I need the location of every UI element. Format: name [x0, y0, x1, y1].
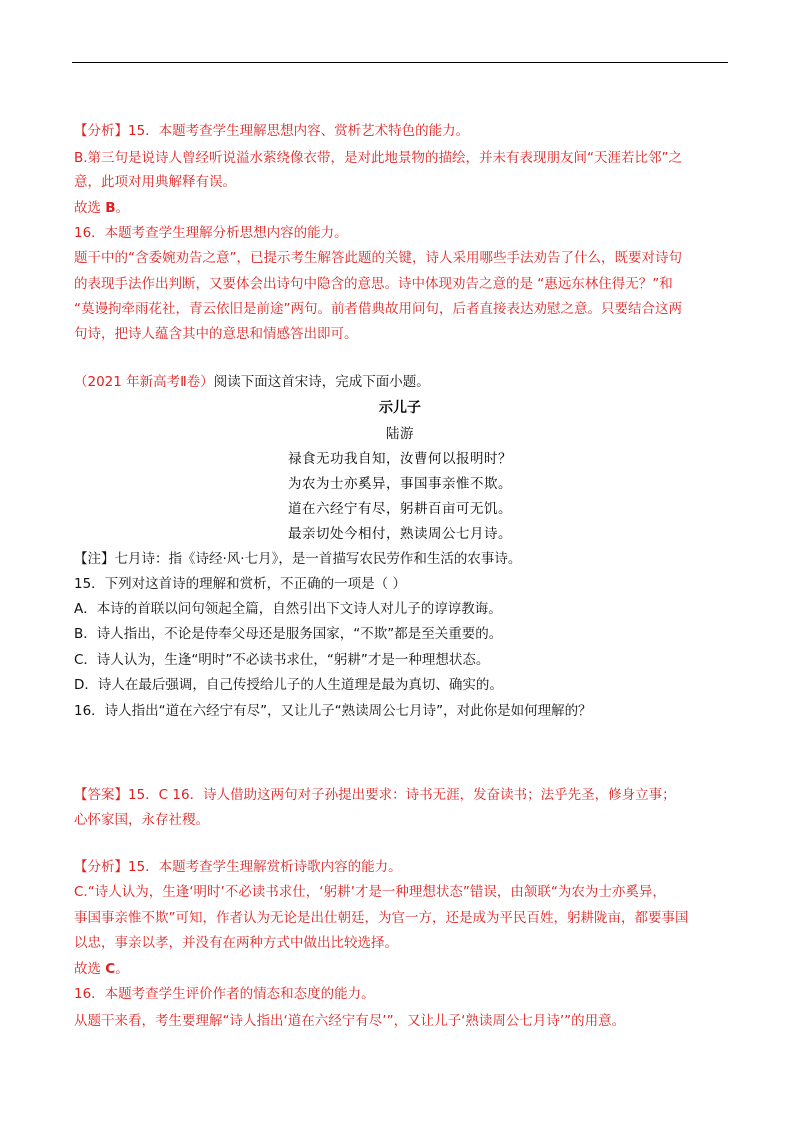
analysis-2-line-4: 以忠，事亲以孝，并没有在两种方式中做出比较选择。 — [74, 935, 398, 951]
poem-line-3: 道在六经宁有尽，躬耕百亩可无饥。 — [288, 501, 512, 517]
answer-line-2: 心怀家国，永存社稷。 — [74, 812, 209, 828]
option-c: C．诗人认为，生逢“明时”不必读书求仕，“躬耕”才是一种理想状态。 — [74, 652, 490, 668]
analysis-2-line-2: C.“诗人认为，生逢‘明时’不必读书求仕，‘躬耕’才是一种理想状态”错误，由颔联“为农为士亦奚异， — [74, 884, 666, 900]
header-rule — [72, 62, 728, 63]
option-a: A．本诗的首联以问句领起全篇，自然引出下文诗人对儿子的谆谆教诲。 — [74, 601, 502, 617]
question-intro — [74, 373, 430, 391]
option-d: D．诗人在最后强调，自己传授给儿子的人生道理是最为真切、确实的。 — [74, 677, 503, 693]
question-16: 16．诗人指出“道在六经宁有尽”，又让儿子“熟读周公七月诗”，对此你是如何理解的？ — [74, 703, 592, 719]
question-source: （2021 年新高考Ⅱ卷） — [74, 374, 214, 390]
analysis-2-line-5 — [74, 960, 129, 978]
choice-letter: B — [105, 200, 116, 216]
poem-title: 示儿子 — [379, 400, 421, 416]
analysis-2-line-6: 16．本题考查学生评价作者的情态和态度的能力。 — [74, 986, 375, 1002]
choice-suffix: 。 — [115, 200, 130, 216]
question-15: 15．下列对这首诗的理解和赏析，不正确的一项是（ ） — [74, 576, 406, 592]
analysis-2-line-1: 【分析】15．本题考查学生理解赏析诗歌内容的能力。 — [74, 859, 402, 875]
option-b: B．诗人指出，不论是侍奉父母还是服务国家，“不欺”都是至关重要的。 — [74, 626, 503, 642]
analysis-1-line-7: 的表现手法作出判断，又要体会出诗句中隐含的意思。诗中体现劝告之意的是 “惠远东林住得无？”和 — [74, 276, 673, 292]
poem-line-4: 最亲切处今相付，熟读周公七月诗。 — [288, 526, 512, 542]
analysis-1-line-4 — [74, 199, 129, 217]
analysis-1-line-3: 意，此项对用典解释有误。 — [74, 174, 236, 190]
question-intro-text: 阅读下面这首宋诗，完成下面小题。 — [213, 374, 430, 390]
analysis-2-line-7: 从题干来看，考生要理解“诗人指出‘道在六经宁有尽’”，又让儿子‘熟读周公七月诗’”的用意。 — [74, 1013, 626, 1029]
analysis-1-line-5: 16．本题考查学生理解分析思想内容的能力。 — [74, 225, 348, 241]
answer-line-1: 【答案】15．C 16．诗人借助这两句对子孙提出要求：诗书无涯，发奋读书；法乎先圣，修身立事； — [74, 787, 676, 803]
poem-line-2: 为农为士亦奚异，事国事亲惟不欺。 — [288, 476, 512, 492]
choice-letter: C — [105, 961, 116, 977]
choice-prefix: 故选 — [74, 961, 106, 977]
analysis-1-line-8: “莫谩拘牵雨花社，青云依旧是前途”两句。前者借典故用问句，后者直接表达劝慰之意。只要结合这两 — [74, 301, 682, 317]
poem-line-1: 禄食无功我自知，汝曹何以报明时？ — [288, 451, 512, 467]
poem-author: 陆游 — [386, 426, 414, 442]
analysis-2-line-3: 事国事亲惟不欺”可知，作者认为无论是出仕朝廷，为官一方，还是成为平民百姓，躬耕陇亩，都要事国 — [74, 910, 689, 926]
analysis-1-line-6: 题干中的“含委婉劝告之意”，已提示考生解答此题的关键，诗人采用哪些手法劝告了什么，既要对诗句 — [74, 250, 682, 266]
analysis-1-line-2: B.第三句是说诗人曾经听说溢水萦绕像衣带，是对此地景物的描绘，并未有表现朋友间“天涯若比邻”之 — [74, 150, 683, 166]
poem-note: 【注】七月诗：指《诗经·风·七月》，是一首描写农民劳作和生活的农事诗。 — [74, 551, 522, 567]
analysis-1-line-9: 句诗，把诗人蕴含其中的意思和情感答出即可。 — [74, 326, 358, 342]
choice-suffix: 。 — [115, 961, 129, 977]
analysis-1-line-1: 【分析】15．本题考查学生理解思想内容、赏析艺术特色的能力。 — [74, 123, 470, 139]
choice-prefix: 故选 — [74, 200, 106, 216]
